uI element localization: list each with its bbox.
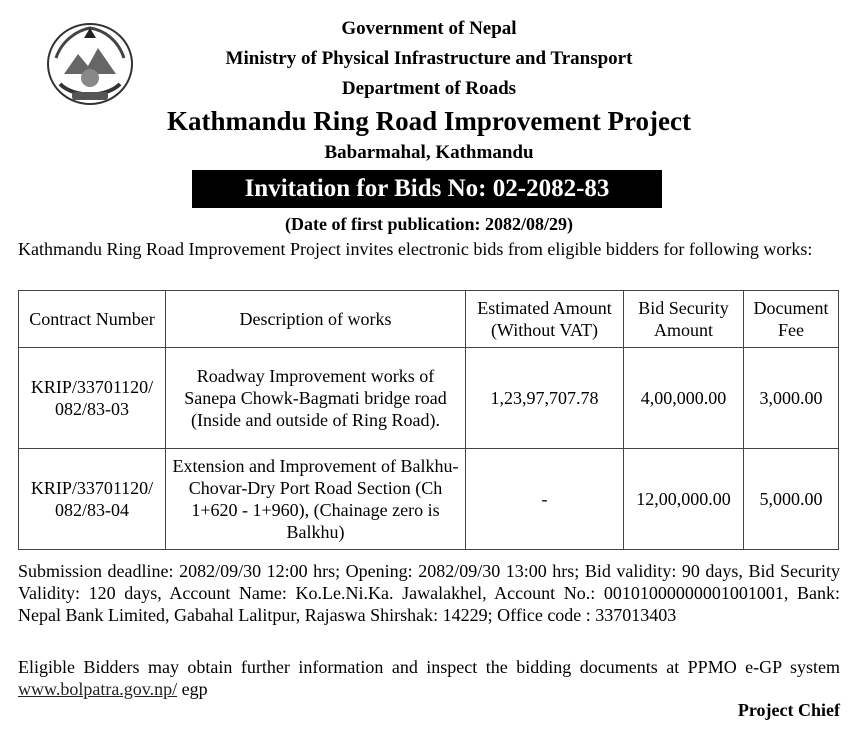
intro-paragraph: Kathmandu Ring Road Improvement Project invites electronic bids from eligible bidders for following works: (18, 239, 813, 259)
publication-date: (Date of first publication: 2082/08/29) (285, 214, 573, 234)
header-document-fee: Document Fee (744, 291, 839, 348)
document-fee-cell: 5,000.00 (744, 449, 839, 550)
document-fee-cell: 3,000.00 (744, 348, 839, 449)
description-cell: Extension and Improvement of Balkhu-Chovar-Dry Port Road Section (Ch 1+620 - 1+960), (Chainage zero is Balkhu) (166, 449, 466, 550)
bid-security-cell: 12,00,000.00 (624, 449, 744, 550)
estimated-amount-cell: 1,23,97,707.78 (466, 348, 624, 449)
ifb-title-banner: Invitation for Bids No: 02-2082-83 (192, 170, 662, 208)
table-row (19, 348, 839, 449)
bids-table (18, 290, 839, 550)
header-contract-number: Contract Number (19, 291, 166, 348)
egp-link[interactable]: www.bolpatra.gov.np/ (18, 679, 178, 699)
government-title: Government of Nepal (341, 18, 517, 39)
ministry-title: Ministry of Physical Infrastructure and Transport (225, 48, 633, 69)
header-estimated-amount: Estimated Amount (Without VAT) (466, 291, 624, 348)
submission-details: Submission deadline: 2082/09/30 12:00 hrs; Opening: 2082/09/30 13:00 hrs; Bid validity: 90 days, Bid Security Validity: 120 days, Account Name: Ko.Le.Ni.Ka. Jawalakhel, Account No.: 00101000000001001001, Bank: Nepal Bank Limited, Gabahal Lalitpur, Rajaswa Shirshak: 14229; Office code : 337013403 (18, 561, 840, 625)
header-bid-security: Bid Security Amount (624, 291, 744, 348)
table-header-row (19, 291, 839, 348)
contract-number-cell: KRIP/33701120/ 082/83-04 (19, 449, 166, 550)
eligibility-paragraph (18, 656, 840, 700)
signature: Project Chief (737, 700, 840, 720)
bid-security-cell: 4,00,000.00 (624, 348, 744, 449)
description-cell: Roadway Improvement works of Sanepa Chowk-Bagmati bridge road (Inside and outside of Ring Road). (166, 348, 466, 449)
contract-number-cell: KRIP/33701120/ 082/83-03 (19, 348, 166, 449)
project-address: Babarmahal, Kathmandu (324, 142, 534, 163)
project-title: Kathmandu Ring Road Improvement Project (167, 106, 691, 136)
estimated-amount-cell: - (466, 449, 624, 550)
department-title: Department of Roads (341, 78, 517, 99)
table-row (19, 449, 839, 550)
eligibility-text: Eligible Bidders may obtain further information and inspect the bidding documents at PPMO e-GP system (18, 657, 840, 677)
header-description: Description of works (166, 291, 466, 348)
eligibility-suffix: egp (177, 679, 208, 699)
